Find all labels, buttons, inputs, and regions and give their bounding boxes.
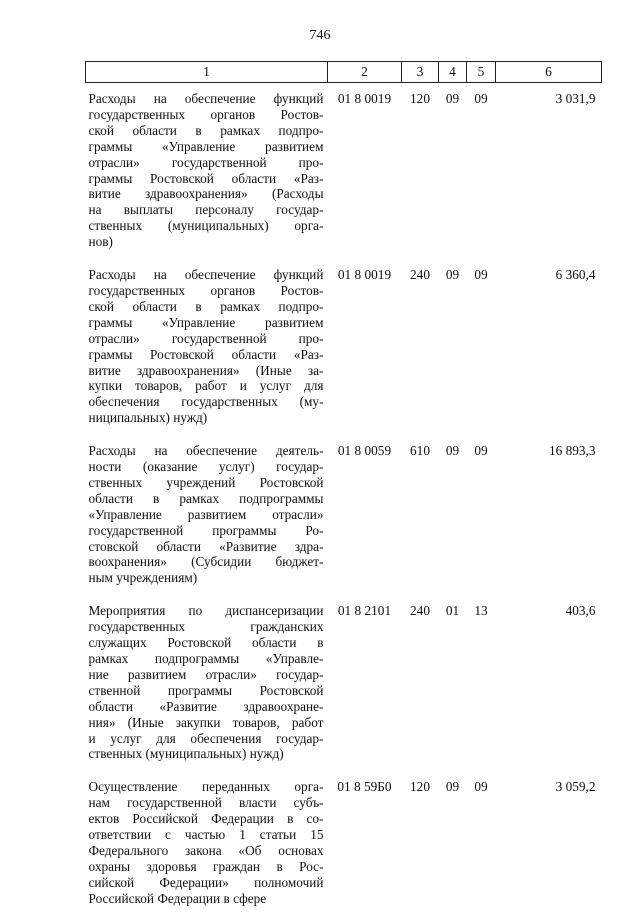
row-amount: 3 031,9 — [555, 91, 596, 106]
description-line: нам государственной власти субъ- — [88, 795, 324, 811]
column-header-target-code: 2 — [328, 62, 402, 83]
description-line: Российской Федерации в сфере — [88, 890, 267, 906]
table-body — [86, 83, 602, 916]
description-line: ние развитием отрасли» государ- — [88, 666, 324, 682]
row-expense-type: 120 — [410, 779, 430, 795]
row-subsection: 09 — [474, 443, 488, 459]
description-line: области в рамках подпрограммы — [88, 490, 324, 506]
row-section: 09 — [445, 443, 460, 459]
table-row — [86, 83, 602, 260]
description-line: ным учреждениям) — [88, 570, 198, 586]
description-line: ния» (Иные закупки товаров, работ — [88, 714, 324, 730]
description-line: нов) — [88, 234, 113, 250]
description-line: отрасли» государственной про- — [88, 154, 324, 170]
description-line: Расходы на обеспечение деятель- — [88, 443, 324, 459]
description-line: охраны здоровья граждан в Рос- — [88, 858, 324, 874]
description-line: служащих Ростовской области в — [88, 635, 324, 651]
description-line: сийской Федерации» полномочий — [88, 874, 324, 890]
description-line: граммы «Управление развитием — [88, 314, 324, 330]
budget-table — [85, 61, 602, 916]
row-expense-type: 610 — [410, 443, 430, 459]
row-expense-type: 120 — [410, 91, 430, 106]
description-line: рамках подпрограммы «Управле- — [88, 651, 324, 666]
table-row — [86, 435, 602, 595]
row-description — [86, 595, 328, 771]
column-header-amount: 6 — [496, 62, 602, 83]
description-line: отрасли» государственной про- — [88, 330, 324, 346]
description-line: Федерального закона «Об основах — [88, 842, 324, 858]
description-line: Осуществление переданных орга- — [88, 779, 324, 795]
description-line: ответствии с частью 1 статьи 15 — [88, 827, 324, 843]
column-header-description: 1 — [86, 62, 328, 83]
description-line: ственных (муниципальных) нужд) — [88, 746, 284, 762]
row-section: 01 — [445, 603, 460, 619]
row-description — [86, 259, 328, 435]
description-line: «Управление развитием отрасли» — [88, 506, 324, 522]
description-line: витие здравоохранения» (Иные за- — [88, 362, 324, 378]
page-number: 746 — [309, 28, 331, 43]
description-line: ственных (муниципальных) орга- — [88, 218, 324, 234]
description-line: государственных органов Ростов- — [88, 106, 324, 122]
row-target-code: 01 8 2101 — [337, 603, 392, 619]
description-line: и услуг для обеспечения государ- — [88, 730, 324, 746]
row-amount: 6 360,4 — [555, 267, 596, 283]
row-expense-type: 240 — [410, 603, 430, 619]
description-line: Мероприятия по диспансеризации — [88, 603, 324, 619]
description-line: граммы Ростовской области «Раз- — [88, 346, 324, 362]
row-target-code: 01 8 59Б0 — [337, 779, 392, 795]
description-line: государственных органов Ростов- — [88, 282, 324, 298]
description-line: государственных гражданских — [88, 619, 324, 635]
row-subsection: 09 — [474, 91, 488, 106]
description-line: обеспечения государственных (му- — [88, 394, 324, 410]
row-expense-type: 240 — [410, 267, 430, 283]
column-header-section: 4 — [439, 62, 467, 83]
description-line: витие здравоохранения» (Расходы — [88, 186, 324, 202]
description-line: ниципальных) нужд) — [88, 410, 208, 426]
description-line: ственной программы Ростовской — [88, 682, 324, 698]
row-description — [86, 771, 328, 915]
row-subsection: 09 — [474, 779, 488, 795]
description-line: граммы «Управление развитием — [88, 138, 324, 154]
row-subsection: 13 — [474, 603, 488, 619]
description-line: на выплаты персоналу государ- — [88, 202, 324, 218]
row-amount: 403,6 — [565, 603, 596, 619]
description-line: Расходы на обеспечение функций — [88, 267, 324, 283]
row-target-code: 01 8 0059 — [337, 443, 392, 459]
description-line: ности (оказание услуг) государ- — [88, 459, 324, 475]
table-header-row — [86, 62, 602, 83]
table-row — [86, 595, 602, 771]
row-section: 09 — [445, 91, 460, 106]
description-line: воохранения» (Субсидии бюджет- — [88, 554, 324, 570]
row-description — [86, 83, 328, 260]
description-line: ственных учреждений Ростовской — [88, 474, 324, 490]
description-line: ской области в рамках подпро- — [88, 298, 324, 314]
description-line: Расходы на обеспечение функций — [88, 91, 324, 106]
row-amount: 3 059,2 — [555, 779, 596, 795]
description-line: государственной программы Ро- — [88, 522, 324, 538]
row-subsection: 09 — [474, 267, 488, 283]
table-row — [86, 259, 602, 435]
row-description — [86, 435, 328, 595]
row-target-code: 01 8 0019 — [337, 91, 392, 106]
description-line: области «Развитие здравоохране- — [88, 698, 324, 714]
row-amount: 16 893,3 — [548, 443, 596, 459]
description-line: граммы Ростовской области «Раз- — [88, 170, 324, 186]
column-header-subsection: 5 — [467, 62, 496, 83]
description-line: стовской области «Развитие здра- — [88, 538, 324, 554]
row-section: 09 — [445, 267, 460, 283]
description-line: купки товаров, работ и услуг для — [88, 378, 324, 394]
table-row — [86, 771, 602, 915]
column-header-expense-type: 3 — [402, 62, 439, 83]
row-target-code: 01 8 0019 — [337, 267, 392, 283]
row-section: 09 — [445, 779, 460, 795]
description-line: ектов Российской Федерации в со- — [88, 811, 324, 827]
description-line: ской области в рамках подпро- — [88, 122, 324, 138]
